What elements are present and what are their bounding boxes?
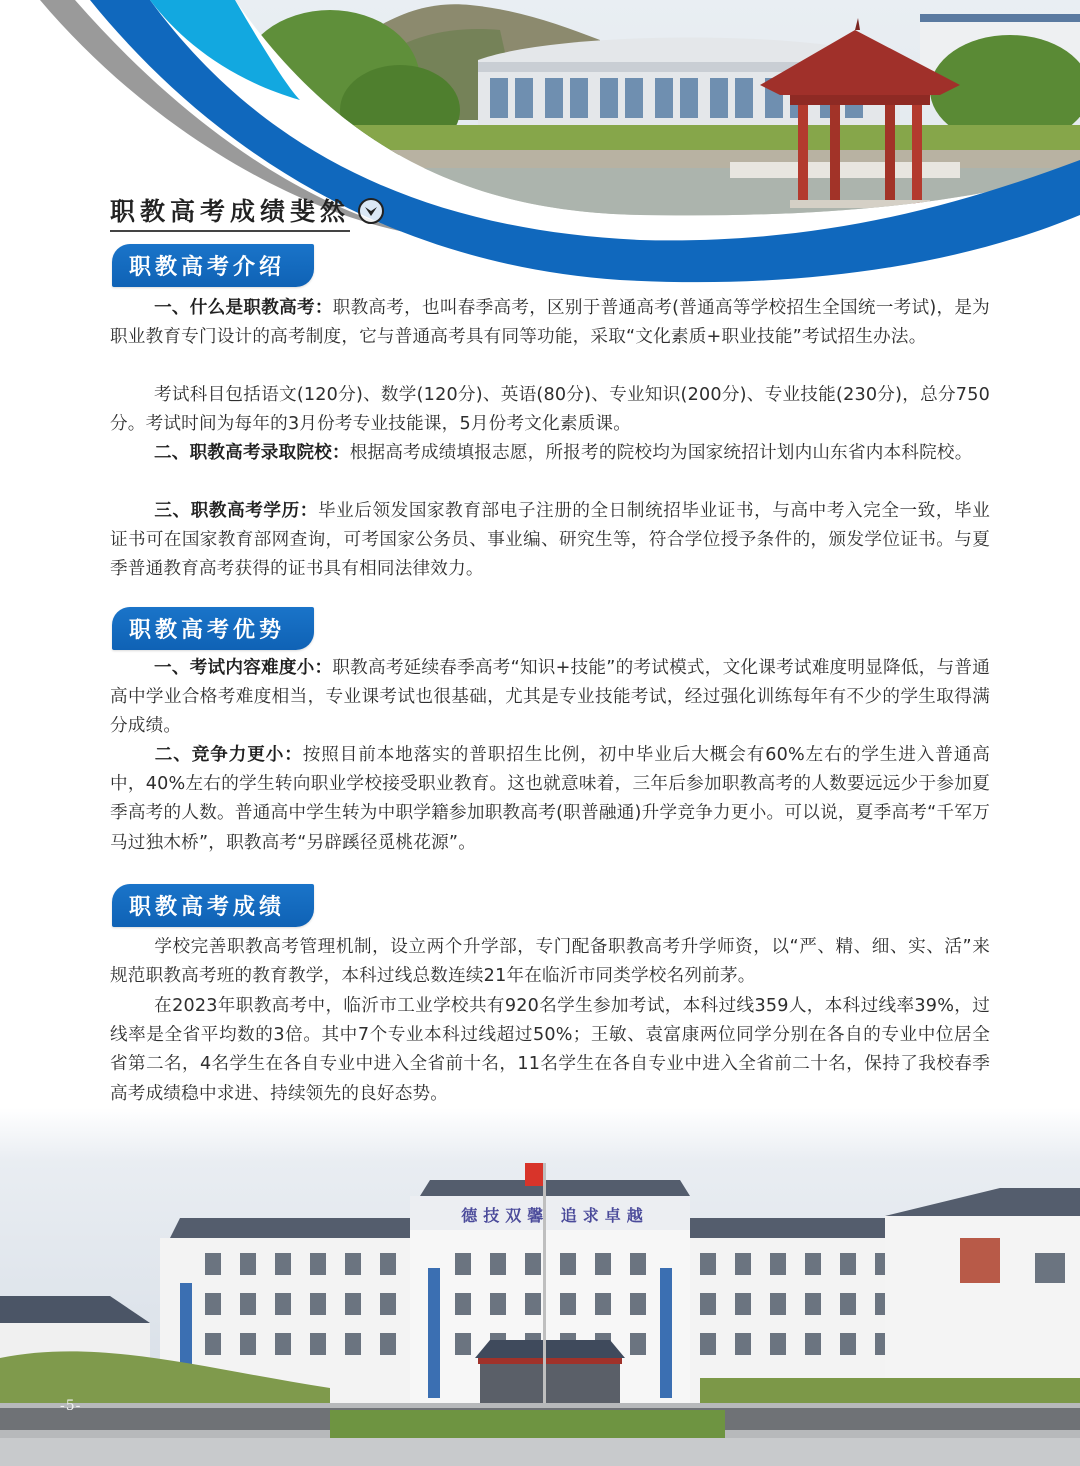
section-badge-results: 职教高考成绩: [112, 884, 314, 927]
paragraph-text: 根据高考成绩填报志愿，所报考的院校均为国家统招计划内山东省内本科院校。: [349, 443, 973, 463]
page-title-group: [110, 192, 384, 232]
paragraph-lead: 三、职教高考学历：: [154, 501, 318, 521]
paragraph-text: 学校完善职教高考管理机制，设立两个升学部，专门配备职教高考升学师资，以“严、精、细、实、活”来规范职教高考班的教育教学，本科过线总数连续21年在临沂市同类学校名列前茅。: [110, 937, 990, 987]
paragraph-lead: 二、竞争力更小：: [154, 745, 303, 765]
advantage-paragraph-difficulty: [110, 654, 990, 742]
advantage-paragraph-competition: [110, 741, 990, 858]
paragraph-text: 职教高考，也叫春季高考，区别于普通高考(普通高等学校招生全国统一考试)，是为职业教育专门设计的高考制度，它与普通高考具有同等功能，采取“文化素质+职业技能”考试招生办法。: [110, 298, 990, 348]
intro-paragraph-degree: [110, 497, 990, 585]
paragraph-text: 职教高考延续春季高考“知识+技能”的考试模式，文化课考试难度明显降低，与普通高中学业合格考难度相当，专业课考试也很基础，尤其是专业技能考试，经过强化训练每年有不少的学生取得满分成绩。: [110, 658, 990, 737]
building-slogan: 德技双馨 追求卓越: [461, 1206, 649, 1225]
paragraph-lead: 一、什么是职教高考：: [154, 298, 333, 318]
intro-paragraph-subjects: [110, 381, 990, 439]
intro-paragraph-admission: [110, 439, 990, 468]
paragraph-text: 按照目前本地落实的普职招生比例，初中毕业后大概会有60%左右的学生进入普通高中，40%左右的学生转向职业学校接受职业教育。这也就意味着，三年后参加职教高考的人数要远远少于参加夏季高考的人数。普通高中学生转为中职学籍参加职教高考(职普融通)升学竞争力更小。可以说，夏季高考“千军万马过独木桥”，职教高考“另辟蹊径觅桃花源”。: [110, 745, 990, 853]
intro-paragraph-what-is: [110, 294, 990, 352]
chevron-down-circle-icon: [358, 198, 384, 224]
school-building-illustration: [0, 1108, 1080, 1466]
paragraph-text: 毕业后领发国家教育部电子注册的全日制统招毕业证书，与高中考入完全一致，毕业证书可在国家教育部网查询，可考国家公务员、事业编、研究生等，符合学位授予条件的，颁发学位证书。与夏季普通教育高考获得的证书具有相同法律效力。: [110, 501, 990, 580]
paragraph-lead: 二、职教高考录取院校：: [154, 443, 350, 463]
section-badge-advantages: 职教高考优势: [112, 607, 314, 650]
page-title: 职教高考成绩斐然: [110, 192, 350, 232]
paragraph-text: 考试科目包括语文(120分)、数学(120分)、英语(80分)、专业知识(200分)、专业技能(230分)，总分750分。考试时间为每年的3月份考专业技能课，5月份考文化素质课。: [110, 385, 990, 435]
school-building-photo: [0, 1108, 1080, 1466]
section-badge-introduction: 职教高考介绍: [112, 244, 314, 287]
paragraph-text: 在2023年职教高考中，临沂市工业学校共有920名学生参加考试，本科过线359人，本科过线率39%，过线率是全省平均数的3倍。其中7个专业本科过线超过50%；王敏、袁富康两位同学分别在各自的专业中位居全省第二名，4名学生在各自专业中进入全省前十名，11名学生在各自专业中进入全省前二十名，保持了我校春季高考成绩稳中求进、持续领先的良好态势。: [110, 996, 990, 1104]
results-paragraph-management: [110, 933, 990, 991]
page-number: -5-: [60, 1398, 82, 1414]
results-paragraph-2023: [110, 992, 990, 1109]
paragraph-lead: 一、考试内容难度小：: [154, 658, 333, 678]
